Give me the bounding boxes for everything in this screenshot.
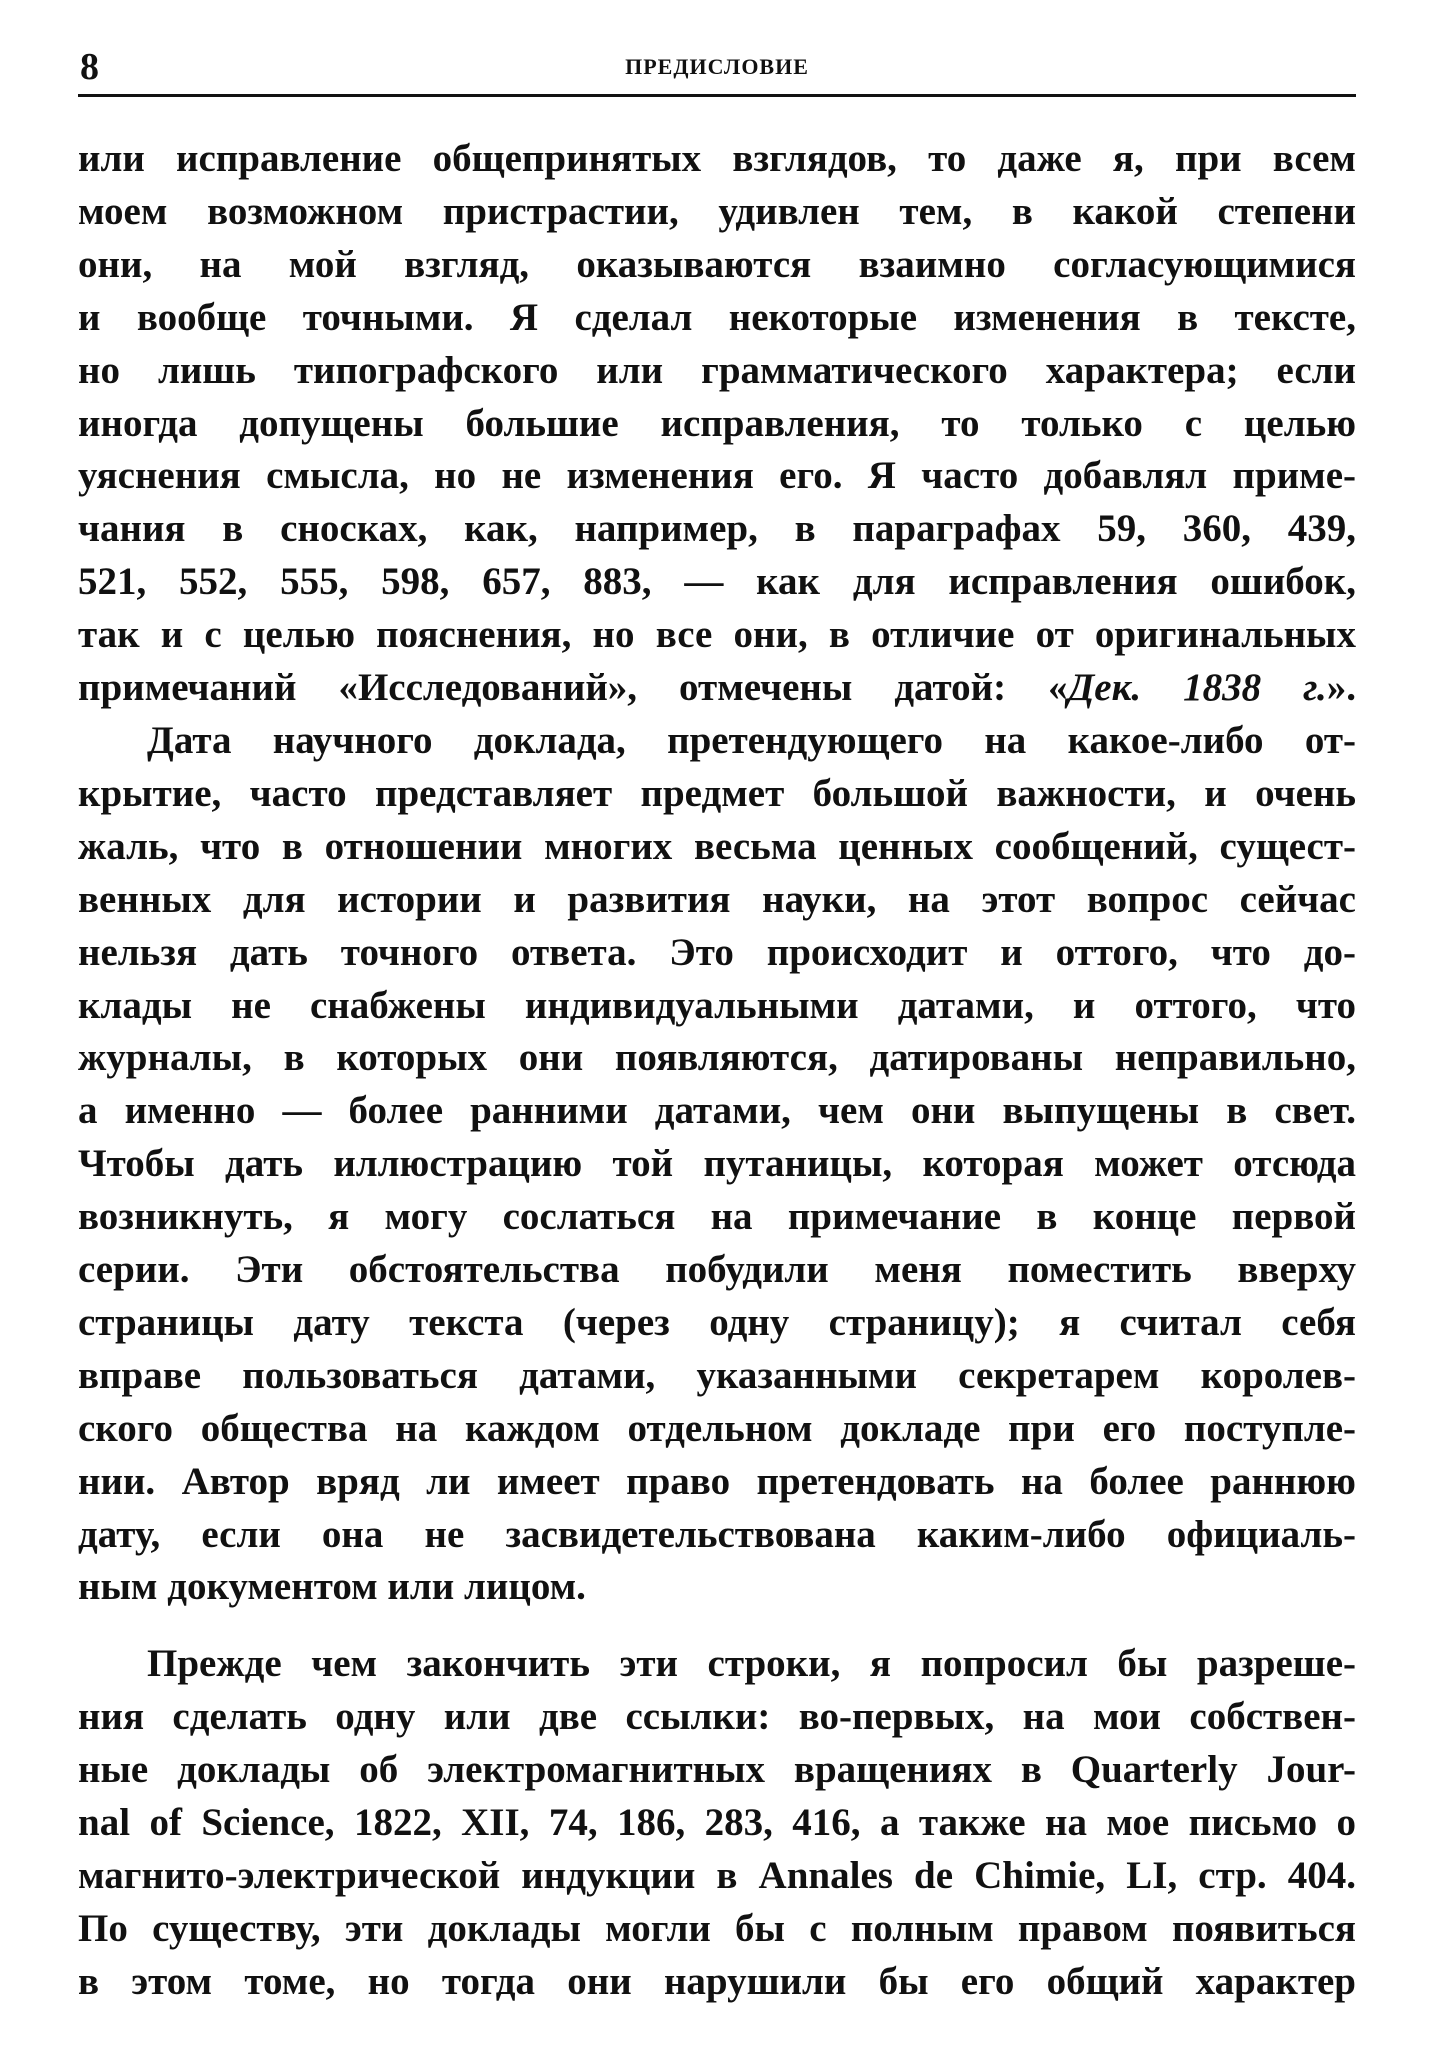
page-number: 8 <box>80 46 99 88</box>
text-line: чания в сносках, как, например, в параграфах 59, 360, 439, <box>78 507 1356 551</box>
paragraph-1 <box>78 133 1356 715</box>
text-line: крытие, часто представляет предмет большой важности, и очень <box>78 771 1356 815</box>
running-head <box>78 44 1356 92</box>
text-line: венных для истории и развития науки, на этот вопрос сейчас <box>78 877 1356 921</box>
text-line: Дата научного доклада, претендующего на какое-либо от- <box>147 718 1356 762</box>
text-line: журналы, в которых они появляются, датированы неправильно, <box>78 1036 1356 1080</box>
text-line: ского общества на каждом отдельном докладе при его поступле- <box>78 1406 1356 1450</box>
text-line: nal of Science, 1822, XII, 74, 186, 283, 416, а также на мое письмо о <box>78 1801 1356 1845</box>
text-line: моем возможном пристрастии, удивлен тем, в какой степени <box>78 189 1356 233</box>
text-line: иногда допущены большие исправления, то только с целью <box>78 401 1356 445</box>
text-line: или исправление общепринятых взглядов, то даже я, при всем <box>78 137 1356 180</box>
text-line: возникнуть, я могу сослаться на примечание в конце первой <box>78 1195 1356 1239</box>
text-line: и вообще точными. Я сделал некоторые изменения в тексте, <box>78 295 1356 339</box>
text-line: в этом томе, но тогда они нарушили бы его общий характер <box>78 1959 1356 2003</box>
text-line: Прежде чем закончить эти строки, я попросил бы разреше- <box>147 1642 1356 1686</box>
paragraph-2 <box>78 715 1356 1614</box>
text-line: уяснения смысла, но не изменения его. Я часто добавлял приме- <box>78 454 1356 498</box>
text-line: магнито-электрической индукции в Annales de Chimie, LI, стр. 404. <box>78 1854 1356 1897</box>
text-line: дату, если она не засвидетельствована каким-либо официаль- <box>78 1512 1356 1556</box>
date-note: Дек. 1838 г. <box>1067 666 1327 710</box>
body-text <box>78 133 1356 2009</box>
text-line: ния сделать одну или две ссылки: во-первых, на мои собствен- <box>78 1695 1356 1739</box>
text-line: но лишь типографского или грамматического характера; если <box>78 348 1356 392</box>
text-line: Чтобы дать иллюстрацию той путаницы, которая может отсюда <box>78 1142 1356 1186</box>
text-line: страницы дату текста (через одну страницу); я считал себя <box>78 1300 1356 1344</box>
text-line: а именно — более ранними датами, чем они выпущены в свет. <box>78 1089 1356 1133</box>
text-line: вправе пользоваться датами, указанными секретарем королев- <box>78 1353 1356 1397</box>
text-line: нии. Автор вряд ли имеет право претендовать на более раннюю <box>78 1459 1356 1503</box>
header-rule <box>78 94 1356 97</box>
text-line: так и с целью пояснения, но все они, в отличие от оригинальных <box>78 613 1356 657</box>
text-line-last <box>78 662 1356 715</box>
text-line: жаль, что в отношении многих весьма ценных сообщений, сущест- <box>78 824 1356 868</box>
running-title: ПРЕДИСЛОВИЕ <box>625 54 809 79</box>
text-line: нельзя дать точного ответа. Это происходит и оттого, что до- <box>78 930 1356 974</box>
text-line: По существу, эти доклады могли бы с полным правом появиться <box>78 1906 1356 1950</box>
text-line: ные доклады об электромагнитных вращениях в Quarterly Jour- <box>78 1748 1356 1792</box>
text-line: они, на мой взгляд, оказываются взаимно согласующимися <box>78 242 1356 286</box>
text-span: примечаний «Исследований», отмечены датой: « <box>78 666 1068 710</box>
text-line-last: ным документом или лицом. <box>78 1565 586 1609</box>
text-span: ». <box>1326 666 1356 710</box>
text-line: 521, 552, 555, 598, 657, 883, — как для исправления ошибок, <box>78 560 1356 604</box>
text-line: серии. Эти обстоятельства побудили меня поместить вверху <box>78 1248 1356 1292</box>
paragraph-3 <box>78 1638 1356 2008</box>
text-line: клады не снабжены индивидуальными датами, и оттого, что <box>78 983 1356 1027</box>
